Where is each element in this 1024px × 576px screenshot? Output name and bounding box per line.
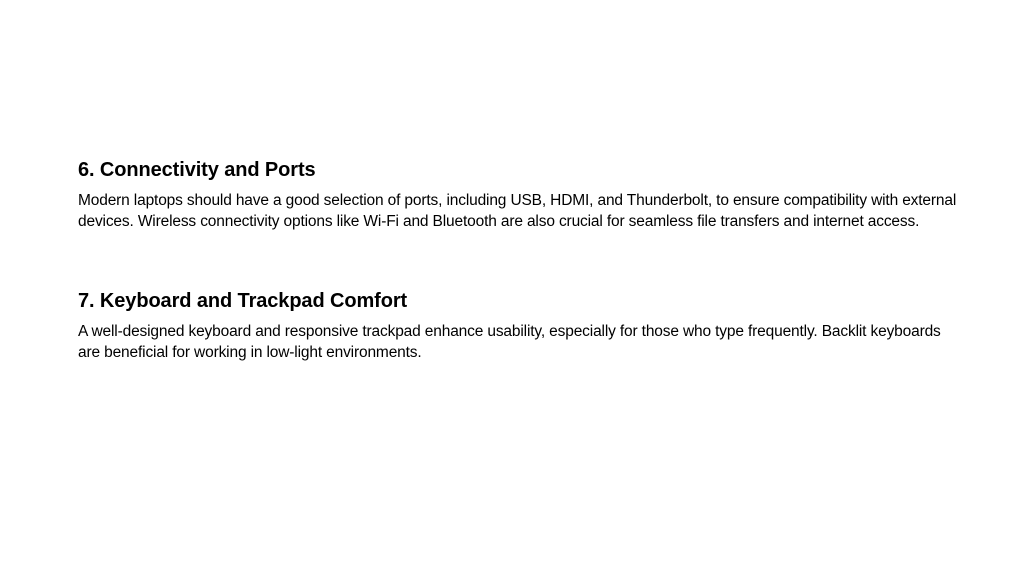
section-keyboard-and-trackpad-comfort: [78, 288, 958, 363]
section-body: Modern laptops should have a good selection of ports, including USB, HDMI, and Thunderbolt, to ensure compatibility with external devices. Wireless connectivity options like Wi-Fi and Bluetooth are also crucial for seamless file transfers and internet access.: [78, 192, 957, 230]
section-body: A well-designed keyboard and responsive trackpad enhance usability, especially for those who type frequently. Backlit keyboards are beneficial for working in low-light environments.: [78, 323, 941, 361]
section-heading: 7. Keyboard and Trackpad Comfort: [78, 290, 408, 312]
section-connectivity-and-ports: [78, 157, 958, 232]
section-heading: 6. Connectivity and Ports: [78, 159, 316, 181]
